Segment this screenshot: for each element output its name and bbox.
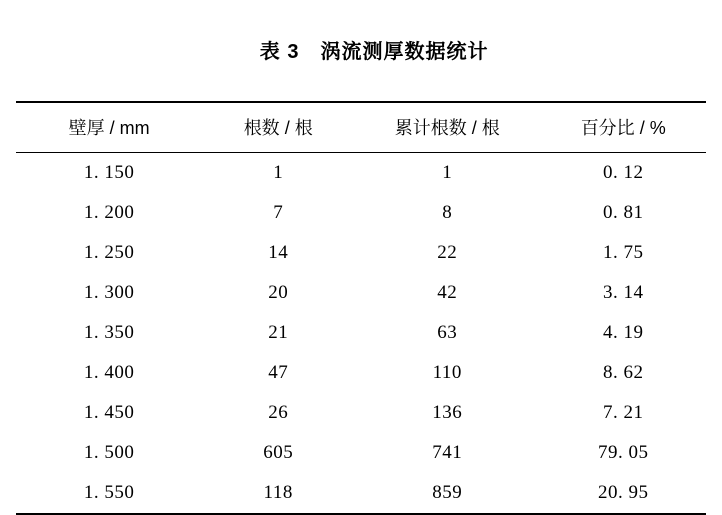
cell-count: 26 [268,402,289,423]
table-row [16,353,706,393]
cell-wall-thickness: 1. 300 [83,282,135,303]
cell-wall-thickness: 1. 450 [83,402,135,423]
table-row [16,233,706,273]
table-head [16,102,706,153]
cell-cumulative-count: 859 [354,473,540,514]
table-row [16,153,706,194]
cell-cumulative-count: 1 [442,162,453,183]
cell-count: 7 [273,202,284,223]
cell-wall-thickness: 1. 150 [83,162,135,183]
column-header-wall-thickness: 壁厚 / mm [16,102,202,153]
cell-wall-thickness: 1. 250 [83,242,135,263]
cell-count: 47 [268,362,289,383]
table-row [16,473,706,514]
table-row [16,193,706,233]
column-header-cumulative-count: 累计根数 / 根 [354,102,540,153]
cell-count: 20 [268,282,289,303]
cell-percentage: 0. 81 [602,202,644,223]
cell-cumulative-count: 741 [432,442,463,463]
table-row [16,393,706,433]
cell-cumulative-count: 22 [437,242,458,263]
table-header-row [16,102,706,153]
table-caption-text: 表 3 涡流测厚数据统计 [259,41,489,63]
cell-cumulative-count: 110 [432,362,462,383]
cell-count: 14 [268,242,289,263]
cell-percentage: 20. 95 [540,473,706,514]
table-body [16,153,706,515]
eddy-current-thickness-table [16,101,706,515]
cell-wall-thickness: 1. 200 [83,202,135,223]
cell-wall-thickness: 1. 400 [83,362,135,383]
table-row [16,313,706,353]
cell-cumulative-count: 136 [432,402,463,423]
cell-count: 1 [273,162,284,183]
cell-wall-thickness: 1. 350 [83,322,135,343]
cell-wall-thickness: 1. 550 [16,473,202,514]
column-header-count: 根数 / 根 [202,102,354,153]
cell-cumulative-count: 8 [442,202,453,223]
cell-percentage: 4. 19 [602,322,644,343]
cell-cumulative-count: 63 [437,322,458,343]
cell-wall-thickness: 1. 500 [83,442,135,463]
cell-count: 21 [268,322,289,343]
column-header-percentage: 百分比 / % [540,102,706,153]
table-row [16,433,706,473]
cell-count: 118 [202,473,354,514]
cell-percentage: 79. 05 [597,442,649,463]
cell-percentage: 3. 14 [602,282,644,303]
cell-count: 605 [263,442,294,463]
table-row [16,273,706,313]
cell-percentage: 8. 62 [602,362,644,383]
table-caption [0,0,722,101]
cell-percentage: 7. 21 [602,402,644,423]
cell-cumulative-count: 42 [437,282,458,303]
cell-percentage: 1. 75 [602,242,644,263]
cell-percentage: 0. 12 [602,162,644,183]
